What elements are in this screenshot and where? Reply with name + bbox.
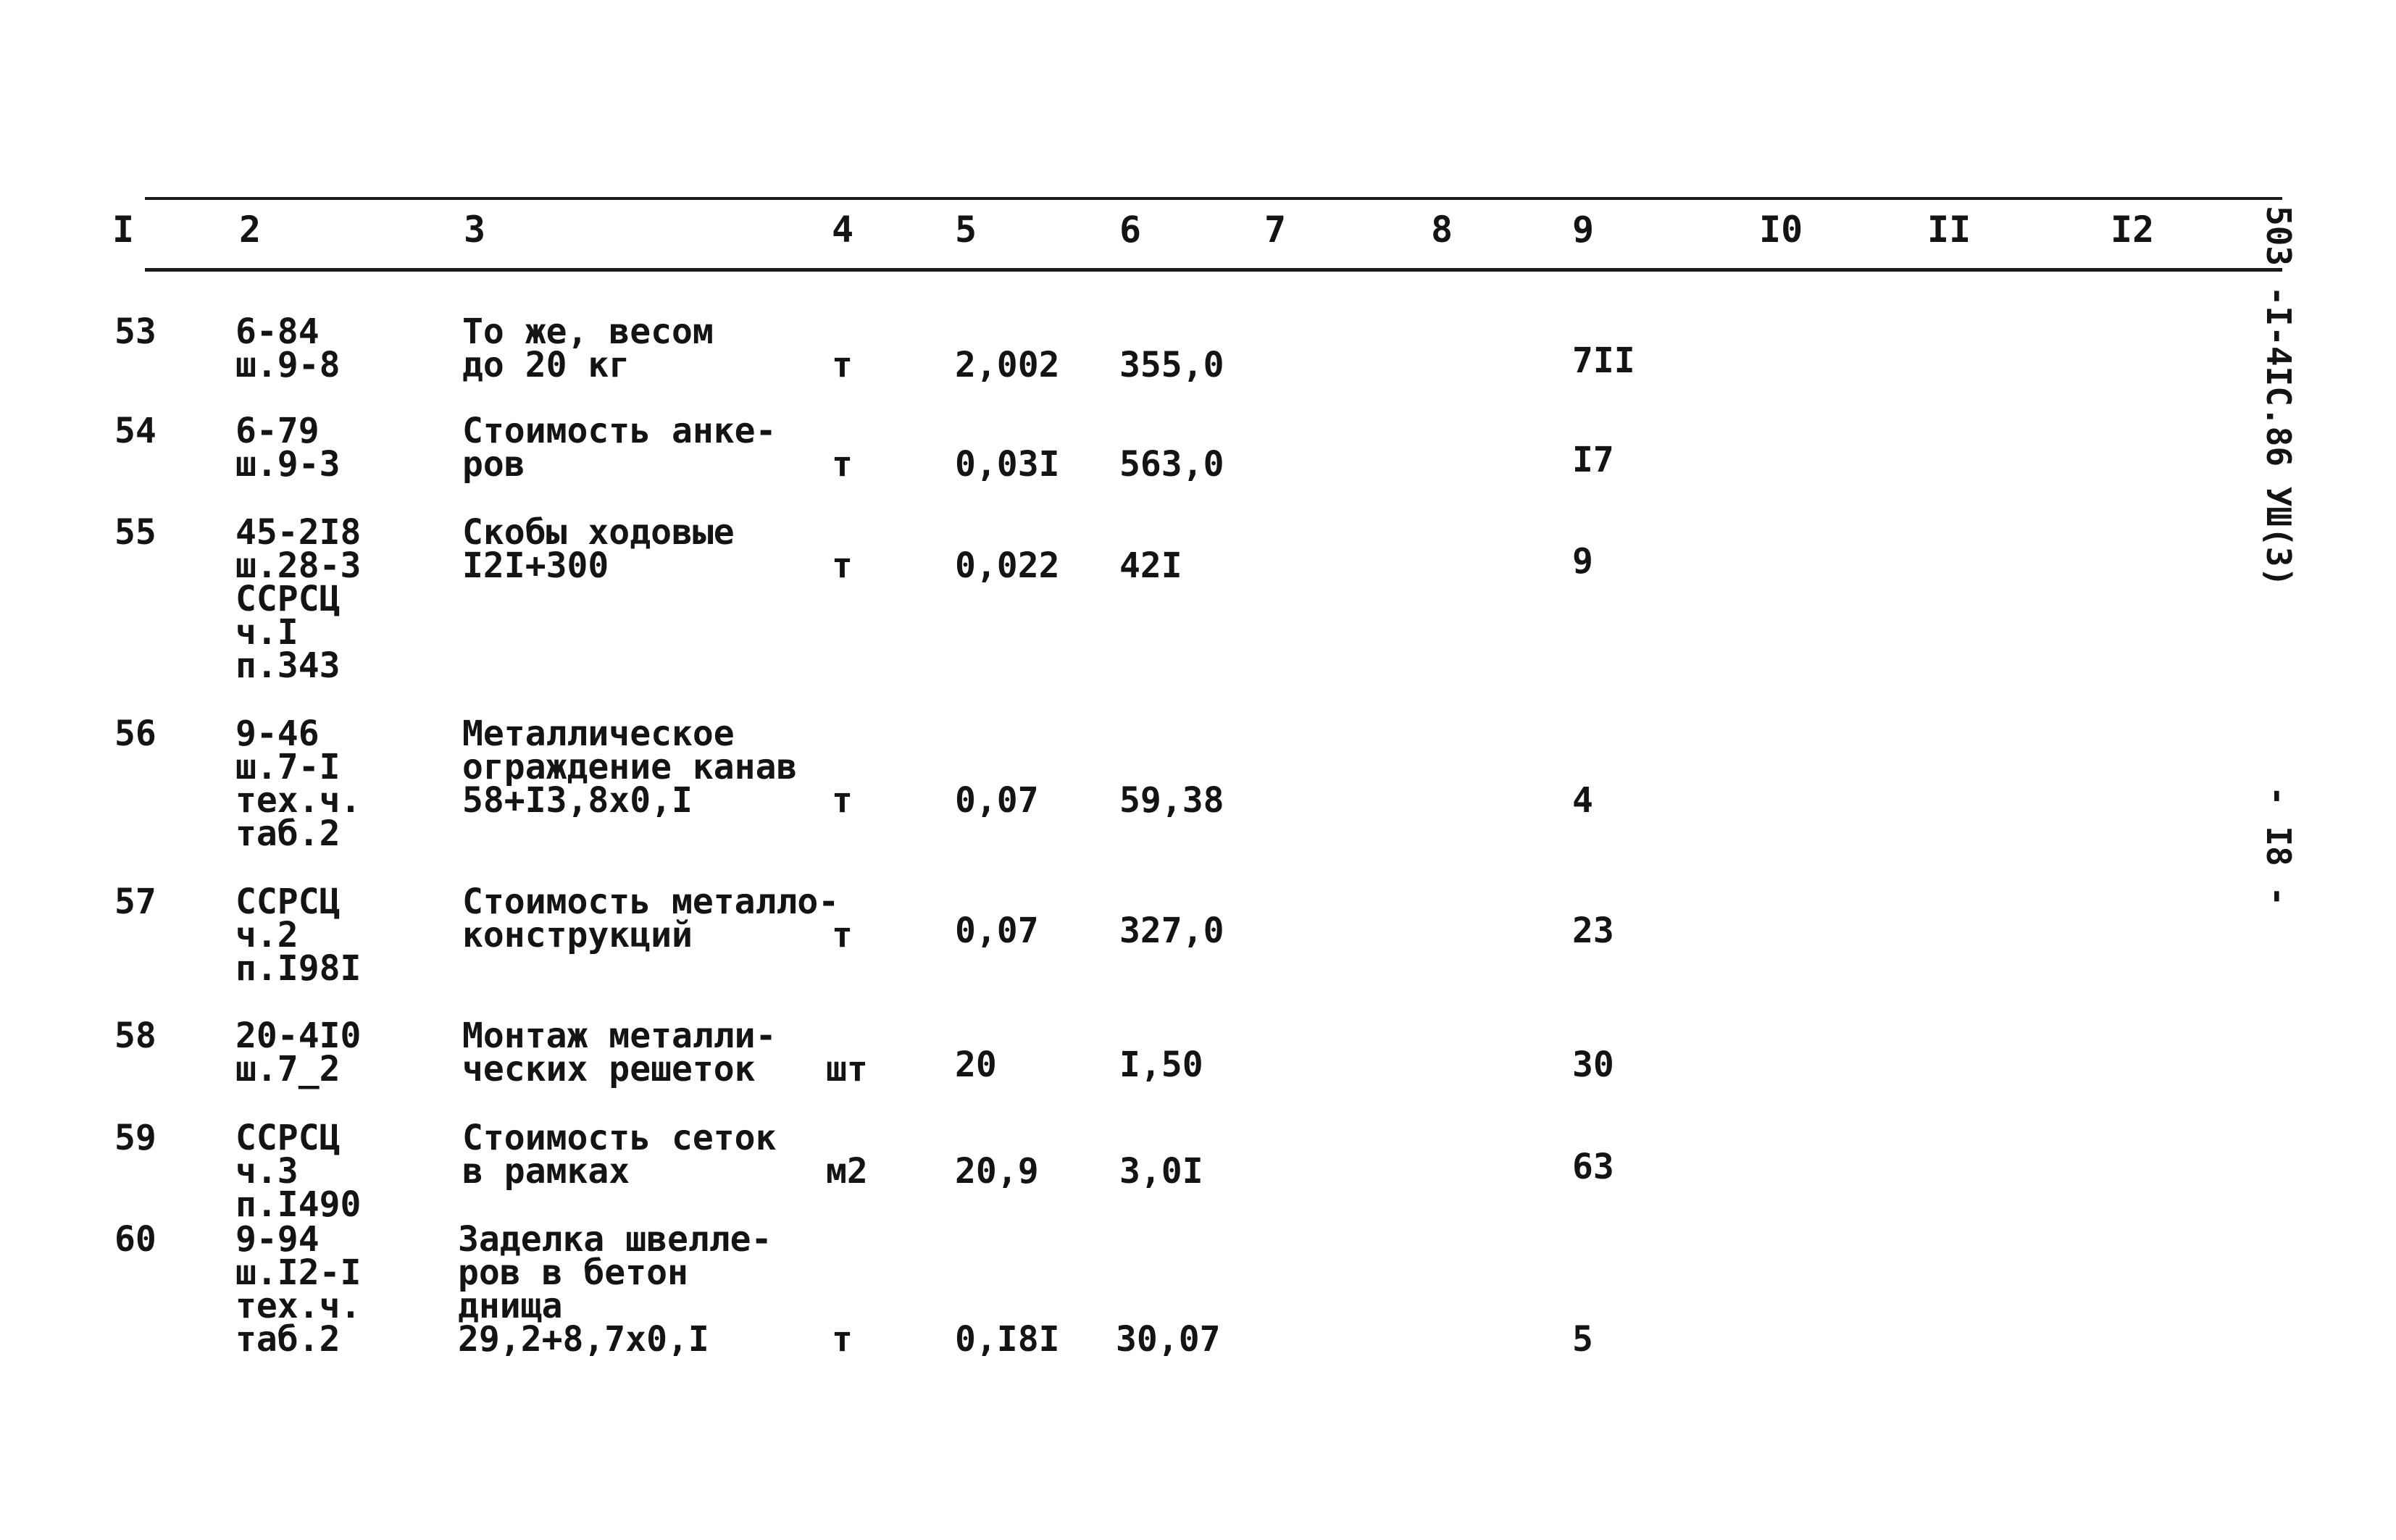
document-code: 503 -I-4IC.86 УШ(3) [2259, 206, 2298, 587]
row-unit: шт [826, 1049, 868, 1089]
row-price: 42I [1119, 545, 1182, 586]
row-code: 45-2I8 ш.28-3 ССРСЦ ч.I п.343 [235, 512, 362, 686]
header-col-8: 8 [1431, 209, 1453, 251]
row-price: 3,0I [1119, 1151, 1203, 1192]
header-col-2: 2 [239, 209, 262, 251]
row-quantity: 0,07 [955, 911, 1039, 951]
row-unit: т [832, 780, 853, 821]
page-number: - I8 - [2259, 786, 2298, 907]
header-col-9: 9 [1572, 209, 1595, 251]
row-code: ССРСЦ ч.3 п.I490 [235, 1118, 362, 1225]
row-total: 9 [1572, 541, 1593, 582]
row-code: 6-84 ш.9-8 [235, 311, 341, 385]
row-quantity: 0,022 [955, 545, 1060, 586]
header-col-3: 3 [464, 209, 486, 251]
row-price: I,50 [1119, 1045, 1203, 1085]
header-col-11: II [1927, 209, 1971, 251]
row-number: 54 [114, 411, 156, 451]
row-total: 4 [1572, 780, 1593, 821]
page-number-vertical [2261, 786, 2311, 916]
row-total: 30 [1572, 1045, 1614, 1085]
row-number: 57 [114, 882, 156, 922]
row-unit: т [832, 1319, 853, 1360]
header-col-5: 5 [955, 209, 977, 251]
row-quantity: 2,002 [955, 345, 1060, 385]
row-price: 59,38 [1119, 780, 1224, 821]
document-code-vertical [2261, 206, 2311, 626]
row-number: 60 [114, 1219, 156, 1260]
row-total: I7 [1572, 440, 1614, 480]
row-price: 30,07 [1116, 1319, 1221, 1360]
row-description: Металлическое ограждение канав 58+I3,8х0,I [462, 713, 798, 821]
row-number: 53 [114, 311, 156, 352]
row-code: 9-46 ш.7-I тех.ч. таб.2 [235, 713, 362, 854]
row-description: То же, весом до 20 кг [462, 311, 714, 385]
row-code: 20-4I0 ш.7_2 [235, 1016, 362, 1089]
row-number: 58 [114, 1016, 156, 1056]
row-quantity: 0,03I [955, 444, 1060, 485]
row-code: ССРСЦ ч.2 п.I98I [235, 882, 362, 989]
row-unit: т [832, 345, 853, 385]
table-header-row [0, 204, 2282, 255]
row-description: Монтаж металли- ческих решеток [462, 1016, 777, 1089]
table-header-rule [145, 268, 2282, 272]
header-col-1: I [112, 209, 135, 251]
header-col-6: 6 [1119, 209, 1142, 251]
row-code: 6-79 ш.9-3 [235, 411, 341, 485]
row-number: 56 [114, 713, 156, 754]
header-col-12: I2 [2111, 209, 2155, 251]
row-quantity: 20,9 [955, 1151, 1039, 1192]
row-unit: т [832, 545, 853, 586]
row-description: Стоимость анке- ров [462, 411, 777, 485]
row-description: Стоимость металло- конструкций [462, 882, 840, 955]
header-col-10: I0 [1759, 209, 1803, 251]
row-total: 5 [1572, 1319, 1593, 1360]
row-unit: т [832, 444, 853, 485]
row-total: 7II [1572, 340, 1635, 381]
row-unit: м2 [826, 1151, 868, 1192]
row-description: Заделка швелле- ров в бетон днища 29,2+8,7х0,I [458, 1219, 772, 1360]
row-description: Скобы ходовые I2I+300 [462, 512, 735, 586]
header-col-4: 4 [832, 209, 854, 251]
row-unit: т [832, 915, 853, 955]
row-price: 327,0 [1119, 911, 1224, 951]
row-quantity: 0,07 [955, 780, 1039, 821]
row-price: 355,0 [1119, 345, 1224, 385]
row-number: 55 [114, 512, 156, 553]
row-quantity: 0,I8I [955, 1319, 1060, 1360]
table-top-rule [145, 197, 2282, 200]
row-price: 563,0 [1119, 444, 1224, 485]
row-description: Стоимость сеток в рамках [462, 1118, 777, 1192]
row-quantity: 20 [955, 1045, 997, 1085]
row-total: 23 [1572, 911, 1614, 951]
row-code: 9-94 ш.I2-I тех.ч. таб.2 [235, 1219, 362, 1360]
row-total: 63 [1572, 1147, 1614, 1187]
row-number: 59 [114, 1118, 156, 1158]
header-col-7: 7 [1264, 209, 1287, 251]
